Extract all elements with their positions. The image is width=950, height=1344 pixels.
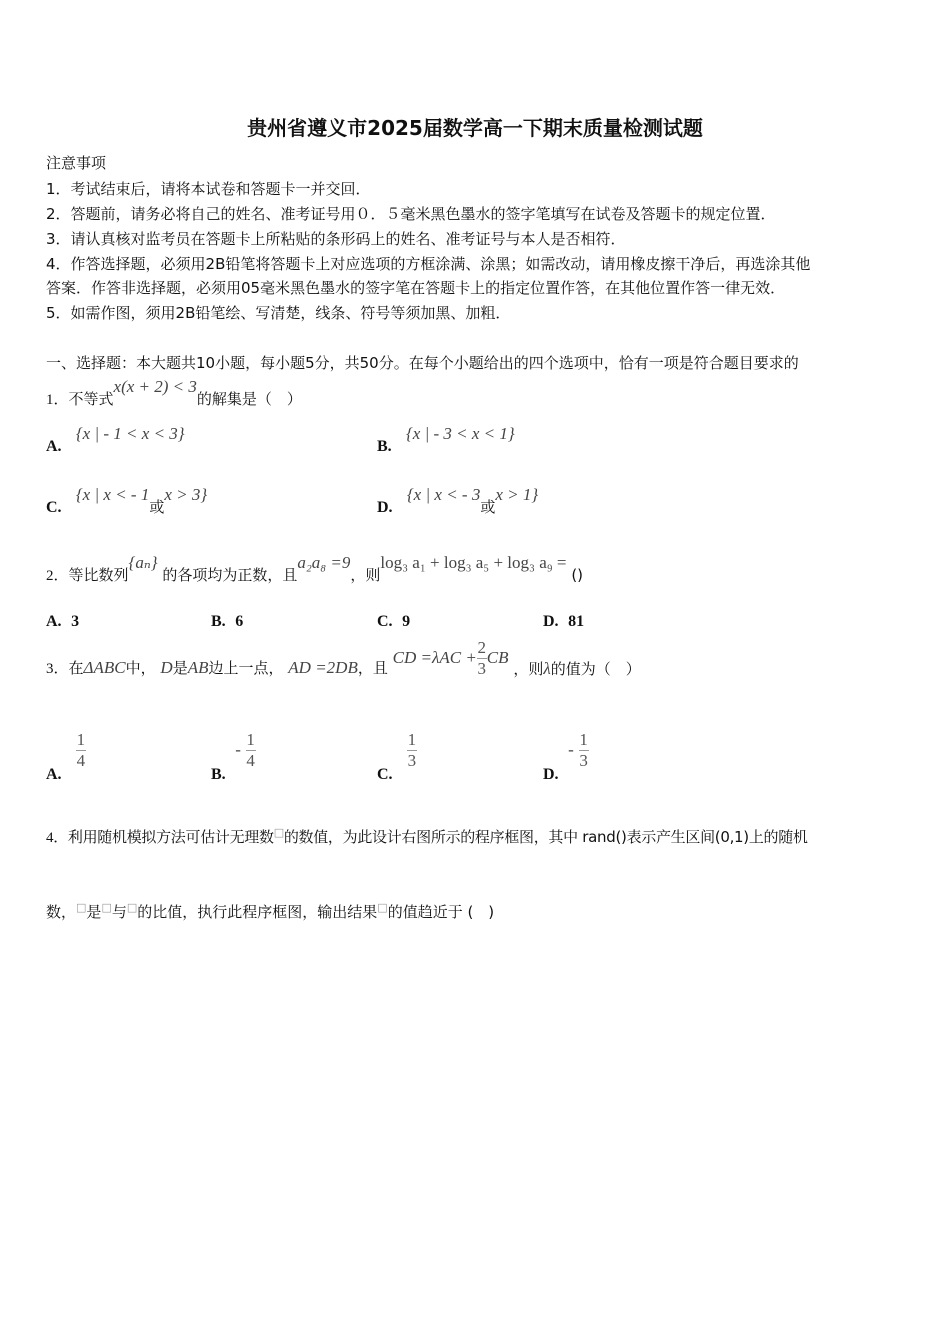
option-b[interactable] (377, 424, 515, 456)
fraction-numerator: 1 (246, 730, 255, 749)
notice-item: 4．作答选择题，必须用2B铅笔将答题卡上对应选项的方框涂满、涂黑；如需改动，请用橡皮擦干净后，再选涂其他 (46, 255, 811, 273)
math-expr: CB (486, 648, 509, 667)
question-text: ，且 (357, 659, 388, 677)
or-text: 或 (480, 498, 496, 516)
math-expr: AD =2DB (288, 658, 358, 677)
option-label: A. (46, 438, 62, 455)
fraction-numerator: 1 (407, 730, 417, 749)
notice-item: 3．请认真核对监考员在答题卡上所粘贴的条形码上的姓名、准考证号与本人是否相符． (46, 230, 626, 248)
question-number: 4． (46, 830, 68, 846)
question-text: 不等式 (68, 390, 114, 408)
question-text: ，则 (513, 659, 544, 678)
missing-glyph-icon: □ (101, 901, 112, 914)
question-text: 与 (111, 903, 127, 921)
fraction-denominator: 3 (407, 751, 417, 770)
option-d[interactable] (543, 730, 589, 783)
question-1 (46, 377, 302, 409)
question-number: 3． (46, 661, 69, 677)
math-expr: D (160, 658, 173, 677)
question-text: 利用随机模拟方法可估计无理数 (67, 828, 274, 846)
option-d[interactable] (543, 612, 584, 631)
question-text: 的解集是（ ） (196, 390, 302, 408)
option-value: 6 (235, 613, 244, 630)
missing-glyph-icon: □ (126, 901, 138, 914)
fraction (76, 730, 86, 771)
math-expr: log₃ a₁ + log₃ a₅ + log₃ a₉ = (380, 553, 567, 572)
question-number: 1． (46, 392, 69, 408)
option-a[interactable] (46, 424, 185, 456)
notice-item: 2．答题前，请务必将自己的姓名、准考证号用０．５毫米黑色墨水的签字笔填写在试卷及答题卡的规定位置． (46, 205, 776, 223)
math-expr: λ (543, 658, 551, 678)
fraction (477, 638, 487, 679)
question-text: 等比数列 (68, 566, 129, 584)
or-text: 或 (149, 498, 165, 516)
question-text: 是 (172, 659, 188, 677)
option-c[interactable] (46, 485, 208, 517)
math-expr: AB (187, 658, 209, 677)
option-label: B. (211, 766, 226, 783)
option-label: A. (46, 766, 62, 783)
math-expr: {aₙ} (128, 553, 158, 572)
option-value: 9 (402, 613, 411, 630)
sign: - (235, 740, 241, 759)
question-4-line-1 (46, 826, 808, 847)
math-expr: ΔABC (83, 658, 126, 677)
math-expr: x > 3} (164, 485, 208, 504)
fraction-denominator: 4 (76, 751, 86, 770)
option-b[interactable] (211, 730, 256, 783)
question-text: 的值为（ ） (550, 659, 641, 678)
option-label: C. (377, 613, 393, 630)
question-4-line-2 (46, 901, 494, 922)
option-label: B. (211, 613, 226, 630)
missing-glyph-icon: □ (273, 826, 284, 839)
notice-item: 5．如需作图，须用2B铅笔绘、写清楚，线条、符号等须加黑、加粗． (46, 304, 511, 322)
math-expr: CD =λAC + (392, 648, 477, 667)
fraction-numerator: 1 (76, 730, 86, 749)
fraction-numerator: 1 (579, 730, 588, 749)
option-label: B. (377, 438, 392, 455)
option-label: A. (46, 613, 62, 630)
fraction-denominator: 3 (477, 659, 487, 678)
missing-glyph-icon: □ (76, 901, 87, 914)
question-text: 的值趋近于 ( ) (387, 903, 495, 921)
question-text: 边上一点， (208, 659, 284, 677)
question-text: 是 (86, 903, 102, 921)
question-text: 中， (125, 659, 156, 677)
notice-item: 答案．作答非选择题，必须用05毫米黑色墨水的签字笔在答题卡上的指定位置作答，在其他位置作答一律无效． (46, 279, 786, 297)
question-text: 的比值，执行此程序框图，输出结果 (137, 903, 378, 921)
fraction-numerator: 2 (477, 638, 487, 657)
fraction-denominator: 3 (579, 751, 588, 770)
option-label: C. (46, 499, 62, 516)
fraction (246, 730, 256, 771)
option-d[interactable] (377, 485, 539, 517)
option-a[interactable] (46, 612, 79, 631)
fraction-denominator: 4 (246, 751, 255, 770)
option-c[interactable] (377, 730, 417, 783)
math-expr: {x | x < - 3 (406, 485, 481, 504)
missing-glyph-icon: □ (377, 901, 388, 914)
option-label: C. (377, 766, 393, 783)
fraction (579, 730, 589, 771)
question-text: 的数值，为此设计右图所示的程序框图，其中 rand()表示产生区间(0,1)上的随机 (283, 828, 808, 846)
question-text: () (571, 566, 584, 584)
math-expr: {x | x < - 1 (75, 485, 150, 504)
question-text: ，则 (350, 566, 381, 584)
section-heading: 一、选择题：本大题共10小题，每小题5分，共50分。在每个小题给出的四个选项中，恰有一项是符合题目要求的 (46, 354, 799, 372)
question-text: 数， (46, 903, 77, 921)
option-b[interactable] (211, 612, 243, 631)
notice-heading: 注意事项 (46, 154, 107, 172)
question-text: 在 (68, 659, 84, 677)
question-number: 2． (46, 568, 69, 584)
option-value: 81 (568, 613, 585, 630)
math-expr: x(x + 2) < 3 (113, 377, 197, 396)
option-value: 3 (71, 613, 80, 630)
page-title: 贵州省遵义市2025届数学高一下期末质量检测试题 (247, 116, 703, 140)
math-expr: {x | - 1 < x < 3} (75, 424, 185, 443)
question-2 (46, 553, 584, 585)
math-expr: {x | - 3 < x < 1} (405, 424, 515, 443)
math-expr: a₂a₈ =9 (297, 553, 351, 572)
math-expr: x > 1} (495, 485, 539, 504)
sign: - (568, 740, 574, 759)
option-a[interactable] (46, 730, 86, 783)
option-c[interactable] (377, 612, 410, 631)
option-label: D. (543, 613, 559, 630)
option-label: D. (377, 499, 393, 516)
question-3 (46, 638, 641, 689)
option-label: D. (543, 766, 559, 783)
notice-item: 1．考试结束后，请将本试卷和答题卡一并交回． (46, 180, 371, 198)
question-text: 的各项均为正数，且 (162, 566, 298, 584)
fraction (407, 730, 417, 771)
